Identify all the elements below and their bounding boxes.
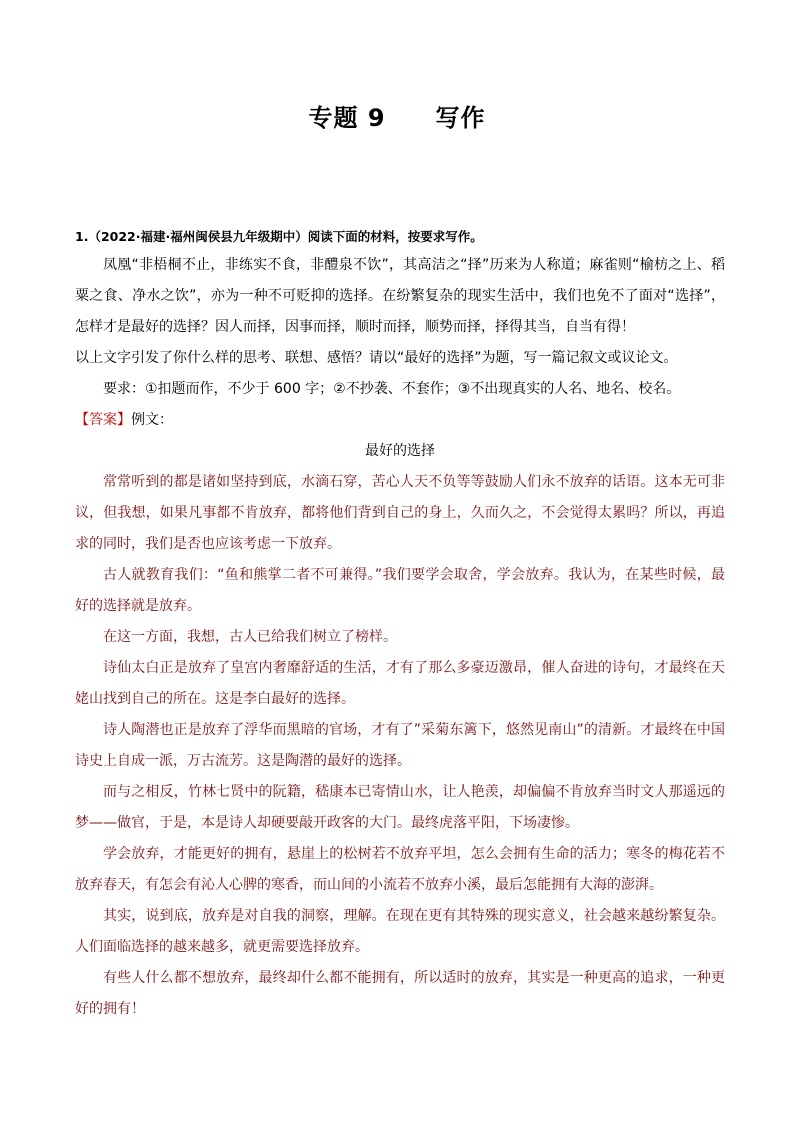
essay-paragraph: 学会放弃，才能更好的拥有，悬崖上的松树若不放弃平坦，怎么会拥有生命的活力；寒冬的梅花若不放弃春天，有怎会有沁人心脾的寒香，而山间的小流若不放弃小溪，最后怎能拥有大海的澎湃。: [75, 846, 725, 893]
question-prompt: 以上文字引发了你什么样的思考、联想、感悟？请以“最好的选择”为题，写一篇记叙文或议论文。: [75, 350, 678, 366]
question-material: 凤凰“非梧桐不止，非练实不食，非醴泉不饮”，其高洁之“择”历来为人称道；麻雀则“榆枋之上、稻粟之食、净水之饮”，亦为一种不可贬抑的选择。在纷繁复杂的现实生活中，我们也免不了面对“选择”，怎样才是最好的选择？因人而择，因事而择，顺时而择，顺势而择，择得其当，自当有得！: [75, 257, 725, 335]
essay-paragraph: 常常听到的都是诸如坚持到底，水滴石穿，苦心人天不负等等鼓励人们永不放弃的话语。这本无可非议，但我想，如果凡事都不肯放弃，都将他们背到自己的身上，久而久之，不会觉得太累吗？所以，再追求的同时，我们是否也应该考虑一下放弃。: [75, 474, 725, 552]
question-requirements: 要求：①扣题而作，不少于 600 字；②不抄袭、不套作；③不出现真实的人名、地名、校名。: [103, 381, 681, 397]
essay-paragraph: 其实，说到底，放弃是对自我的洞察，理解。在现在更有其特殊的现实意义，社会越来越纷繁复杂。人们面临选择的越来越多，就更需要选择放弃。: [75, 908, 725, 955]
essay-body: [75, 467, 725, 1025]
essay-paragraph: 有些人什么都不想放弃，最终却什么都不能拥有，所以适时的放弃，其实是一种更高的追求，一种更好的拥有！: [75, 970, 725, 1017]
answer-line: [75, 405, 725, 436]
question-heading: 1.（2022·福建·福州闽侯县九年级期中）阅读下面的材料，按要求写作。: [75, 229, 483, 244]
essay-paragraph: 而与之相反，竹林七贤中的阮籍，嵇康本已寄情山水，让人艳羡，却偏偏不肯放弃当时文人那遥远的梦——做官，于是，本是诗人却硬要敲开政客的大门。最终虎落平阳，下场凄惨。: [75, 784, 725, 831]
essay-title: 最好的选择: [365, 443, 435, 459]
document-content: [75, 224, 725, 1025]
essay-paragraph: 古人就教育我们：“鱼和熊掌二者不可兼得。”我们要学会取舍，学会放弃。我认为，在某些时候，最好的选择就是放弃。: [75, 567, 725, 614]
answer-label: 例文：: [131, 412, 173, 428]
essay-paragraph: 诗仙太白正是放弃了皇宫内奢靡舒适的生活，才有了那么多豪迈激昂，催人奋进的诗句，才最终在天姥山找到自己的所在。这是李白最好的选择。: [75, 660, 725, 707]
page-title: 专题 9 写作: [308, 104, 486, 132]
essay-paragraph: 诗人陶潜也正是放弃了浮华而黑暗的官场，才有了”采菊东篱下，悠然见南山”的清新。才最终在中国诗史上自成一派，万古流芳。这是陶潜的最好的选择。: [75, 722, 725, 769]
answer-tag: 【答案】: [75, 412, 131, 428]
essay-paragraph: 在这一方面，我想，古人已给我们树立了榜样。: [103, 629, 397, 645]
